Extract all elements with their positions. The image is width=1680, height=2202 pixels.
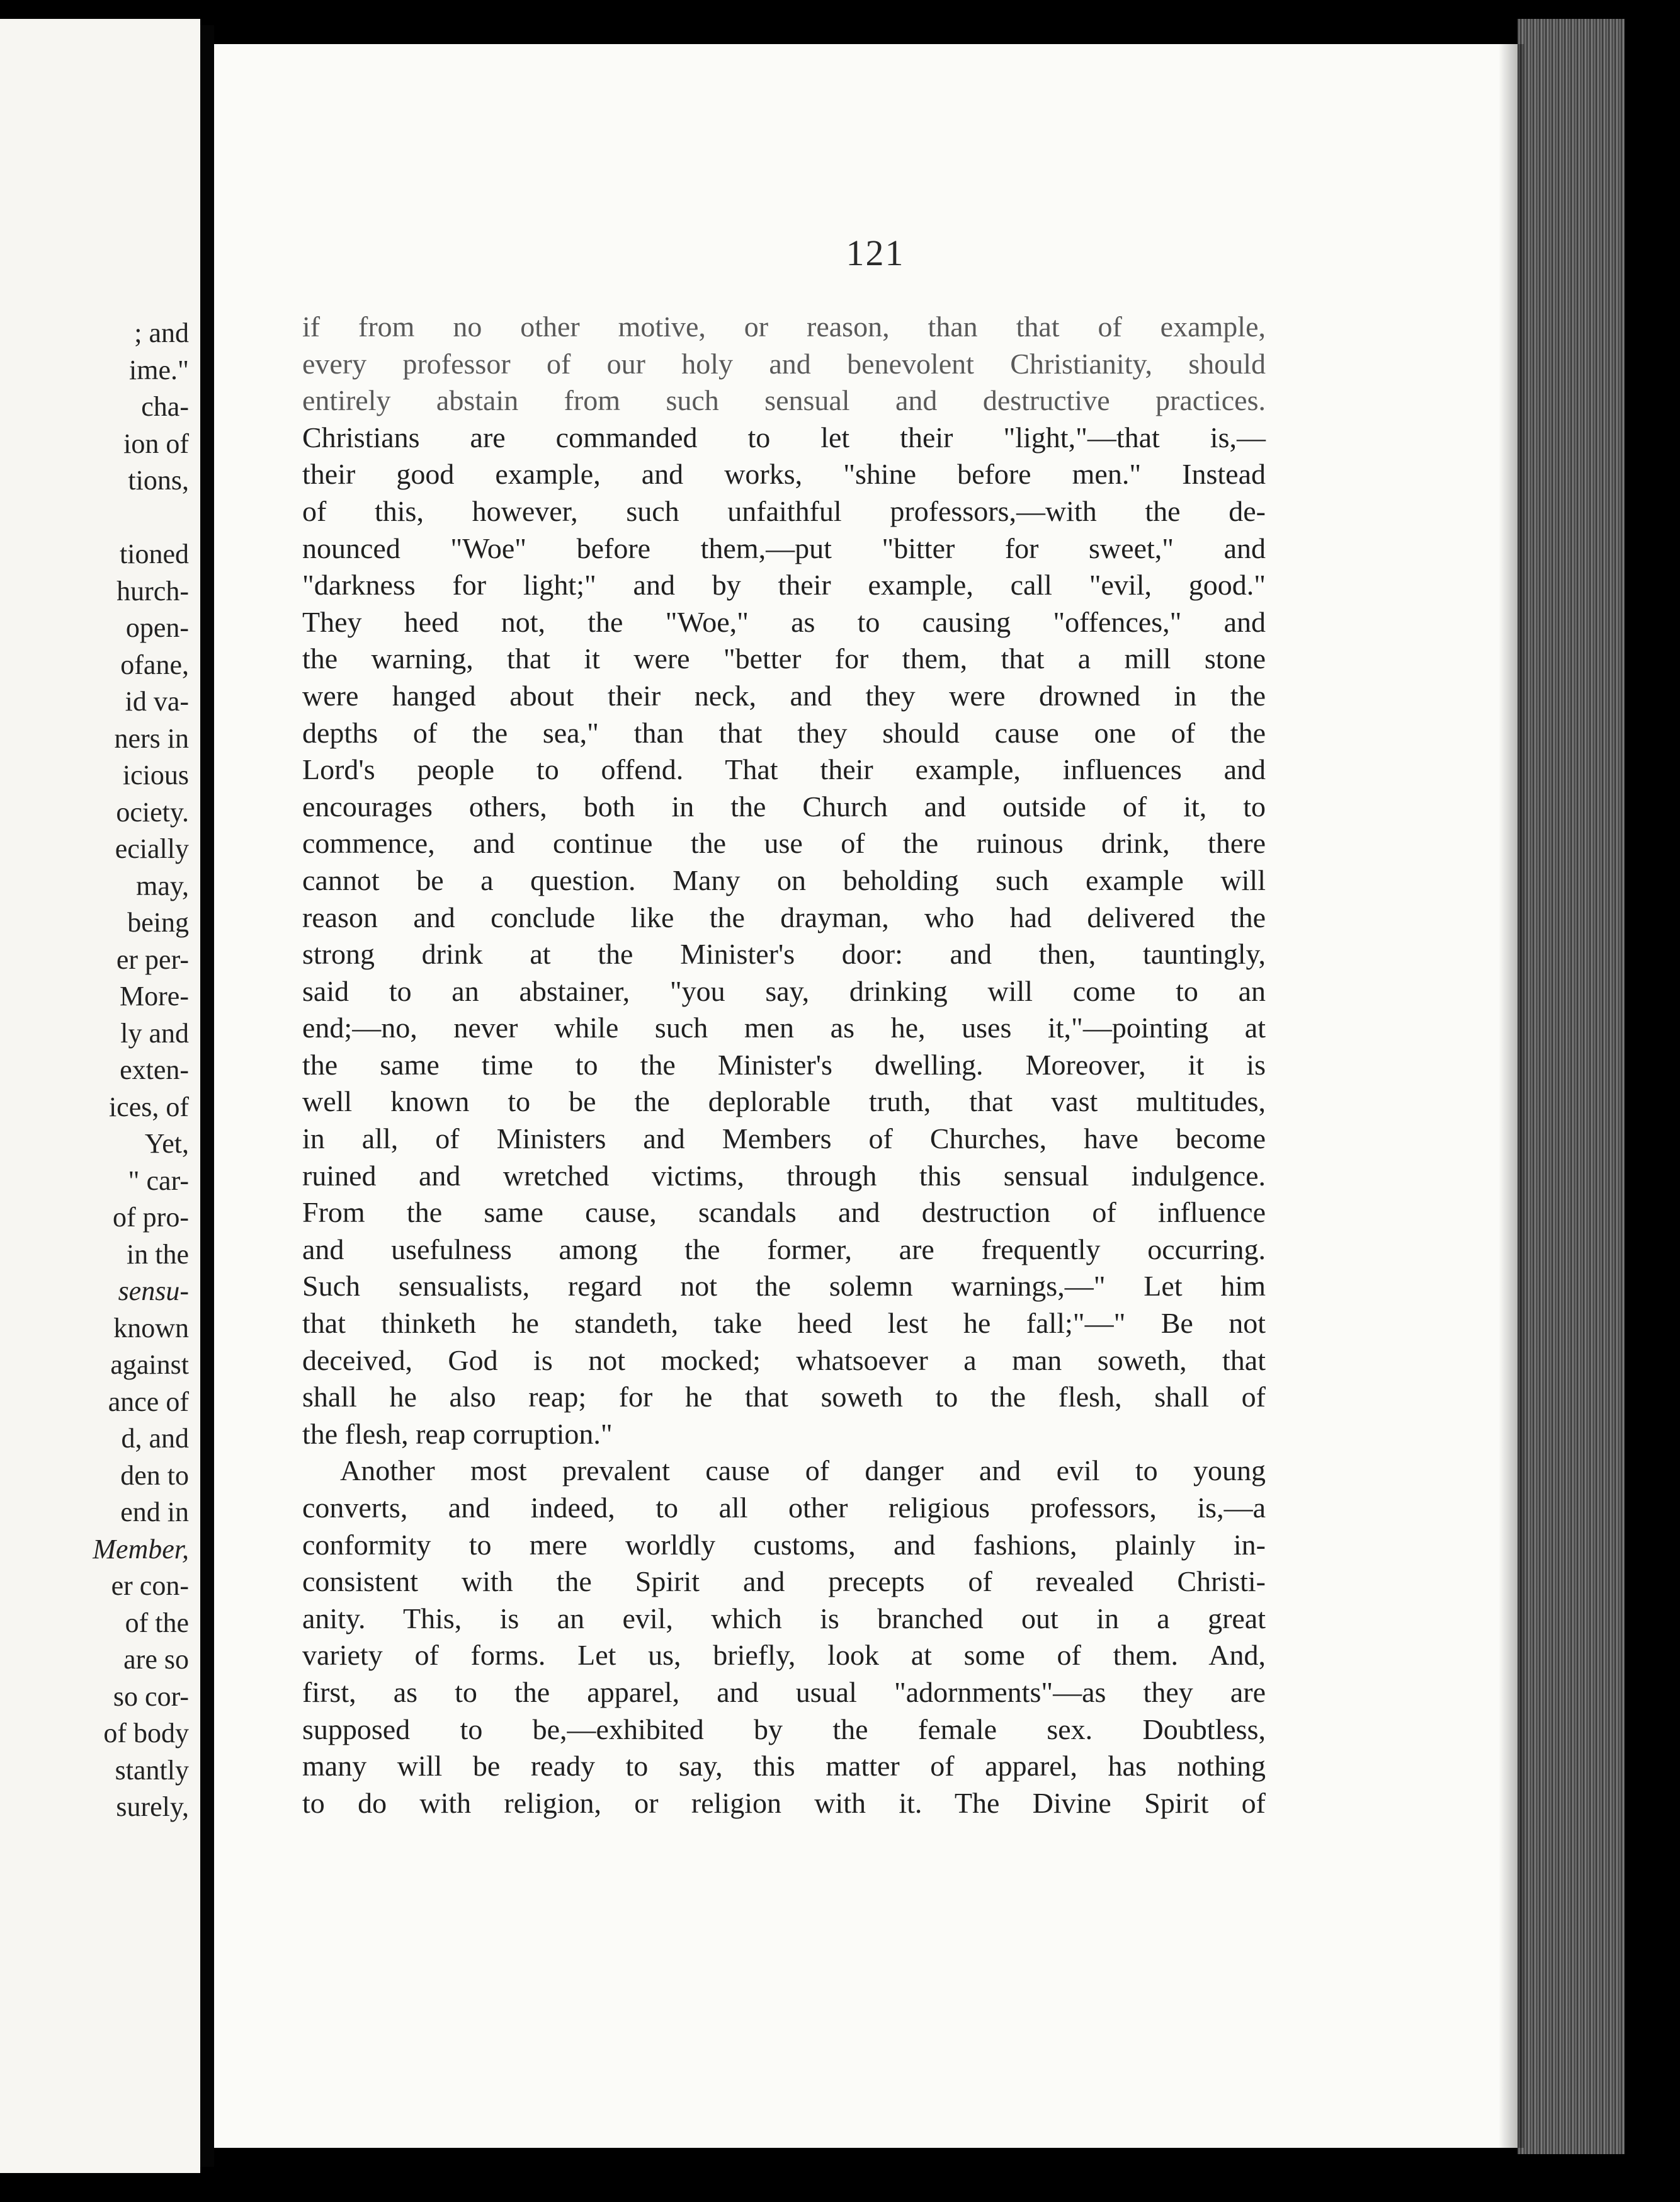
- text-line: every professor of our holy and benevolent Christianity, should: [302, 347, 1266, 380]
- text-fragment: tioned: [120, 539, 189, 569]
- text-line: the warning, that it were "better for them, that a mill stone: [302, 642, 1266, 675]
- text-line: supposed to be,—exhibited by the female sex. Doubtless,: [302, 1713, 1266, 1745]
- text-fragment: ion of: [123, 428, 189, 459]
- text-line: of this, however, such unfaithful professors,—with the de-: [302, 494, 1266, 527]
- page-number: 121: [846, 232, 905, 273]
- text-line: nounced "Woe" before them,—put "bitter for sweet," and: [302, 532, 1266, 564]
- text-fragment: " car-: [128, 1165, 189, 1196]
- text-fragment: ime.": [129, 354, 189, 385]
- text-line: Christians are commanded to let their "light,"—that is,—: [302, 421, 1266, 454]
- text-line: shall he also reap; for he that soweth to the flesh, shall of: [302, 1381, 1266, 1413]
- text-line: commence, and continue the use of the ruinous drink, there: [302, 827, 1266, 860]
- text-fragment: icious: [122, 760, 189, 790]
- text-fragment: of body: [103, 1718, 189, 1748]
- text-fragment: d, and: [121, 1423, 189, 1454]
- text-line: said to an abstainer, "you say, drinking will come to an: [302, 974, 1266, 1007]
- text-fragment: against: [110, 1349, 189, 1380]
- text-line: many will be ready to say, this matter of apparel, has nothing: [302, 1750, 1266, 1783]
- text-line: the flesh, reap corruption.": [302, 1417, 613, 1450]
- text-line: anity. This, is an evil, which is branched out in a great: [302, 1602, 1266, 1634]
- text-fragment: hurch-: [116, 575, 189, 607]
- text-line: strong drink at the Minister's door: and then, tauntingly,: [302, 938, 1266, 971]
- text-line: reason and conclude like the drayman, who had delivered the: [302, 901, 1266, 933]
- text-fragment: den to: [120, 1459, 189, 1491]
- text-fragment: so cor-: [113, 1680, 189, 1712]
- text-fragment: ociety.: [116, 796, 189, 828]
- text-line: their good example, and works, "shine before men." Instead: [302, 458, 1266, 491]
- text-line: in all, of Ministers and Members of Churches, have become: [302, 1122, 1266, 1155]
- text-fragment: Yet,: [144, 1128, 189, 1159]
- text-fragment: known: [113, 1312, 189, 1343]
- text-line: Lord's people to offend. That their example, influences and: [302, 753, 1266, 786]
- previous-page: [0, 19, 200, 2173]
- text-fragment: er per-: [116, 944, 189, 975]
- text-fragment: Member,: [93, 1533, 189, 1565]
- text-fragment: ecially: [115, 833, 189, 864]
- text-line: Such sensualists, regard not the solemn warnings,—" Let him: [302, 1270, 1266, 1303]
- text-fragment: being: [127, 907, 189, 938]
- text-fragment: end in: [120, 1497, 189, 1527]
- text-fragment: ; and: [134, 317, 189, 348]
- text-line: deceived, God is not mocked; whatsoever a man soweth, that: [302, 1343, 1266, 1376]
- text-fragment: open-: [125, 612, 189, 643]
- text-fragment: sensu-: [118, 1275, 189, 1306]
- text-line: consistent with the Spirit and precepts of revealed Christi-: [302, 1565, 1266, 1598]
- text-fragment: cha-: [141, 391, 189, 422]
- text-line: were hanged about their neck, and they were drowned in the: [302, 679, 1266, 712]
- text-fragment: surely,: [116, 1791, 189, 1822]
- text-fragment: exten-: [120, 1054, 189, 1085]
- text-fragment: ices, of: [108, 1091, 189, 1122]
- text-line: if from no other motive, or reason, than that of example,: [302, 311, 1266, 343]
- text-line: the same time to the Minister's dwelling. Moreover, it is: [302, 1048, 1266, 1081]
- text-fragment: of pro-: [113, 1202, 189, 1233]
- book-gutter: [200, 25, 214, 2167]
- text-fragment: may,: [136, 870, 189, 901]
- text-fragment: More-: [120, 981, 189, 1012]
- text-fragment: er con-: [111, 1570, 189, 1601]
- previous-page-text-fragments: [93, 315, 189, 1826]
- text-line: well known to be the deplorable truth, that vast multitudes,: [302, 1085, 1266, 1118]
- text-line: end;—no, never while such men as he, uses it,"—pointing at: [302, 1012, 1266, 1044]
- text-fragment: tions,: [128, 465, 189, 496]
- text-line: encourages others, both in the Church and outside of it, to: [302, 790, 1266, 823]
- page-edge-shadow: [1499, 44, 1524, 2148]
- text-fragment: ofane,: [120, 649, 189, 680]
- text-line: variety of forms. Let us, briefly, look at some of them. And,: [302, 1639, 1266, 1672]
- page-edges: [1518, 19, 1625, 2154]
- text-line: From the same cause, scandals and destruction of influence: [302, 1196, 1266, 1229]
- current-page: [214, 44, 1518, 2148]
- text-fragment: ance of: [108, 1386, 189, 1417]
- text-fragment: stantly: [115, 1754, 189, 1786]
- text-line: converts, and indeed, to all other religious professors, is,—a: [302, 1492, 1266, 1524]
- page-body-text: [302, 309, 1266, 1822]
- text-fragment: ly and: [120, 1017, 189, 1049]
- text-line: They heed not, the "Woe," as to causing "offences," and: [302, 605, 1266, 638]
- text-fragment: in the: [127, 1238, 189, 1270]
- text-fragment: are so: [123, 1644, 189, 1675]
- text-line: conformity to mere worldly customs, and fashions, plainly in-: [302, 1528, 1266, 1561]
- text-line: that thinketh he standeth, take heed lest he fall;"—" Be not: [302, 1307, 1266, 1340]
- text-fragment: of the: [125, 1607, 189, 1638]
- text-line: to do with religion, or religion with it. The Divine Spirit of: [302, 1786, 1266, 1819]
- text-fragment: ners in: [114, 722, 189, 754]
- text-line: Another most prevalent cause of danger and evil to young: [340, 1454, 1266, 1487]
- text-line: "darkness for light;" and by their example, call "evil, good.": [302, 569, 1266, 602]
- text-line: ruined and wretched victims, through this sensual indulgence.: [302, 1159, 1266, 1192]
- text-line: depths of the sea," than that they should cause one of the: [302, 716, 1266, 749]
- text-fragment: [93, 499, 189, 537]
- text-line: entirely abstain from such sensual and destructive practices.: [302, 384, 1266, 417]
- text-fragment: id va-: [125, 686, 189, 717]
- text-line: and usefulness among the former, are frequently occurring.: [302, 1233, 1266, 1265]
- text-line: cannot be a question. Many on beholding such example will: [302, 864, 1266, 896]
- text-line: first, as to the apparel, and usual "adornments"—as they are: [302, 1675, 1266, 1708]
